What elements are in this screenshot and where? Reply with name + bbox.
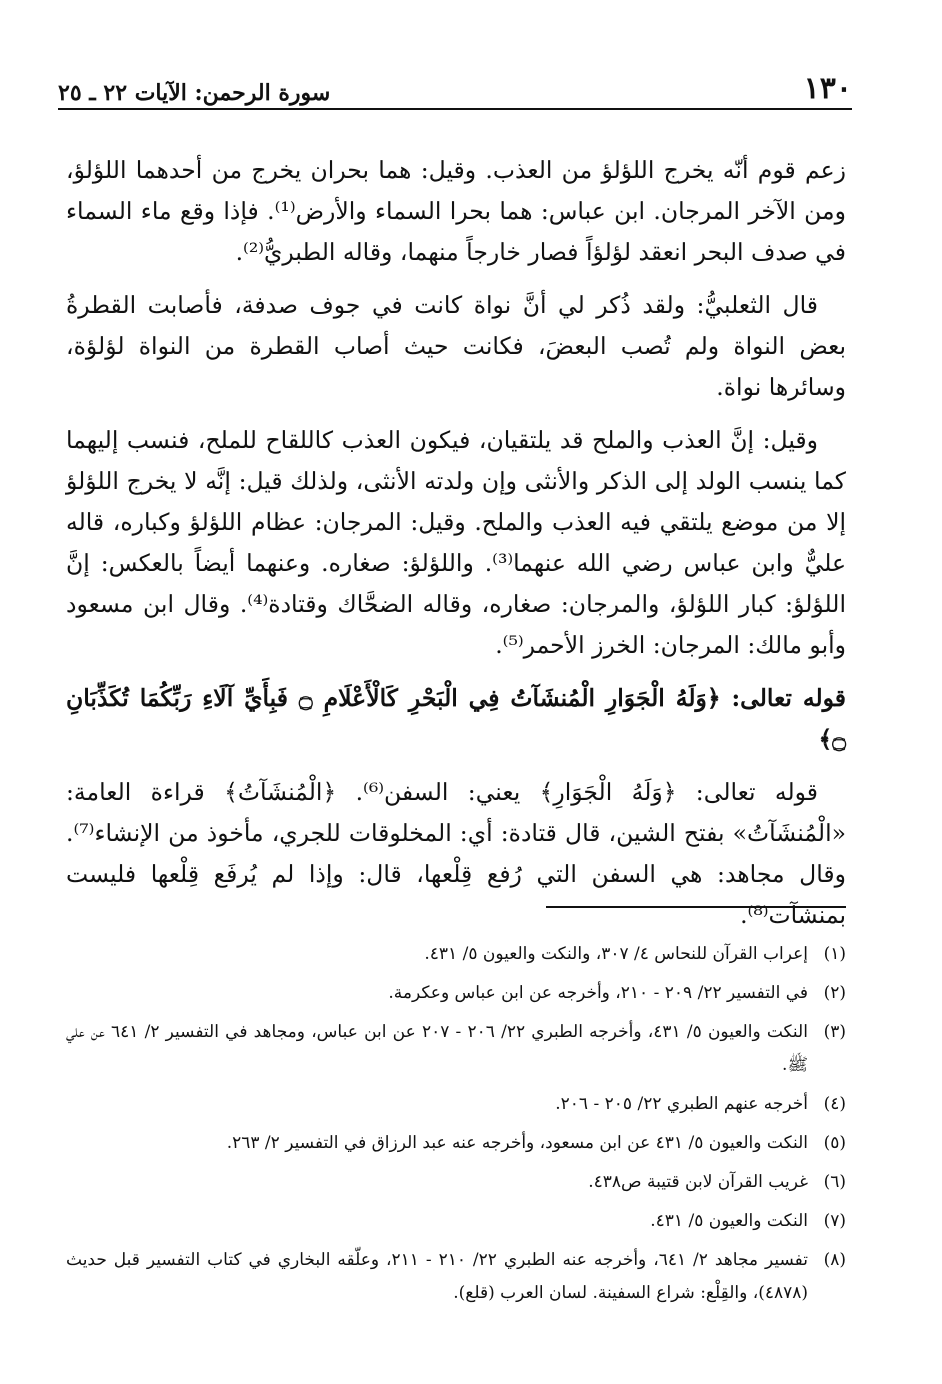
paragraph: قال الثعلبيُّ: ولقد ذُكر لي أنَّ نواة كانت في جوف صدفة، فأصابت القطرةُ بعض النواة ولم تُصب البعضَ، فكانت حيث أصاب القطرة من النواة لؤلؤة، وسائرها نواة.	[66, 291, 846, 401]
footnote-number: (٦)	[823, 1172, 846, 1192]
footnotes	[66, 938, 846, 1316]
main-text	[66, 150, 846, 948]
footnote-number: (١)	[823, 944, 846, 964]
page-header	[58, 64, 852, 110]
footnote	[66, 1088, 846, 1121]
footnote	[66, 1016, 846, 1082]
footnote-text: النكت والعيون ٥/ ٤٣١.	[650, 1211, 808, 1231]
footnote	[66, 938, 846, 971]
footnote	[66, 977, 846, 1010]
paragraph: زعم قوم أنّه يخرج اللؤلؤ من العذب. وقيل: هما بحران يخرج من أحدهما اللؤلؤ، ومن الآخر المرجان. ابن عباس: هما بحرا السماء والأرض⁽¹⁾. فإذا وقع ماء السماء في صدف البحر انعقد لؤلؤاً فصار خارجاً منهما، وقاله الطبريُّ⁽²⁾.	[66, 156, 846, 266]
footnote-number: (٨)	[823, 1250, 846, 1270]
footnote-text: إعراب القرآن للنحاس ٤/ ٣٠٧، والنكت والعيون ٥/ ٤٣١.	[424, 944, 808, 964]
footnote-text: النكت والعيون ٥/ ٤٣١، وأخرجه الطبري ٢٢/ ٢٠٦ - ٢٠٧ عن ابن عباس، ومجاهد في التفسير ٢/ ٦٤١ عن علي ﷺ.	[66, 1022, 808, 1075]
footnote-number: (٤)	[823, 1094, 846, 1114]
footnote	[66, 1127, 846, 1160]
footnote-text: تفسير مجاهد ٢/ ٦٤١، وأخرجه عنه الطبري ٢٢/ ٢١٠ - ٢١١، وعلّقه البخاري في كتاب التفسير قبل حديث (٤٨٧٨)، والقِلْع: شراع السفينة. لسان العرب (قلع).	[66, 1250, 808, 1303]
footnote	[66, 1244, 846, 1310]
footnote	[66, 1166, 846, 1199]
footnote-text: غريب القرآن لابن قتيبة ص٤٣٨.	[588, 1172, 808, 1192]
footnote-separator	[546, 906, 846, 908]
quran-verse-heading: قوله تعالى: ﴿وَلَهُ الْجَوَارِ الْمُنشَآتُ فِي الْبَحْرِ كَالْأَعْلَامِ ۝ فَبِأَيِّ آلَاءِ رَبِّكُمَا تُكَذِّبَانِ ۝﴾	[66, 684, 846, 753]
paragraph: قوله تعالى: ﴿وَلَهُ الْجَوَارِ﴾ يعني: السفن⁽⁶⁾. ﴿الْمُنشَآتُ﴾ قراءة العامة: «الْمُنشَآتُ» بفتح الشين، قال قتادة: أي: المخلوقات للجري، مأخوذ من الإنشاء⁽⁷⁾. وقال مجاهد: هي السفن التي رُفع قِلْعها، قال: وإذا لم يُرفَع قِلْعها فليست بمنشآت⁽⁸⁾.	[66, 778, 846, 929]
footnote	[66, 1205, 846, 1238]
footnote-number: (٣)	[823, 1022, 846, 1042]
footnote-number: (٧)	[823, 1211, 846, 1231]
footnote-number: (٢)	[823, 983, 846, 1003]
footnote-text: أخرجه عنهم الطبري ٢٢/ ٢٠٥ - ٢٠٦.	[555, 1094, 808, 1114]
page-number: ١٣٠	[803, 71, 852, 106]
running-title: سورة الرحمن: الآيات ٢٢ ـ ٢٥	[58, 80, 331, 106]
footnote-number: (٥)	[823, 1133, 846, 1153]
footnote-text: النكت والعيون ٥/ ٤٣١ عن ابن مسعود، وأخرجه عنه عبد الرزاق في التفسير ٢/ ٢٦٣.	[226, 1133, 808, 1153]
footnote-text: في التفسير ٢٢/ ٢٠٩ - ٢١٠، وأخرجه عن ابن عباس وعكرمة.	[388, 983, 808, 1003]
paragraph: وقيل: إنَّ العذب والملح قد يلتقيان، فيكون العذب كاللقاح للملح، فنسب إليهما كما ينسب الولد إلى الذكر والأنثى وإن ولدته الأنثى، ولذلك قيل: إنَّه لا يخرج اللؤلؤ إلا من موضع يلتقي فيه العذب والملح. وقيل: المرجان: عظام اللؤلؤ وكباره، قاله عليٌّ وابن عباس رضي الله عنهما⁽³⁾. واللؤلؤ: صغاره. وعنهما أيضاً بالعكس: إنَّ اللؤلؤ: كبار اللؤلؤ، والمرجان: صغاره، وقاله الضحَّاك وقتادة⁽⁴⁾. وقال ابن مسعود وأبو مالك: المرجان: الخرز الأحمر⁽⁵⁾.	[66, 426, 846, 659]
